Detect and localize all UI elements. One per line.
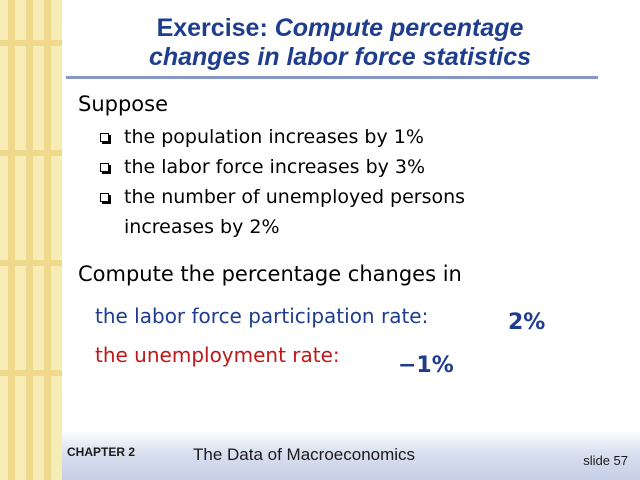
list-item (100, 152, 465, 182)
title-underline (66, 76, 598, 79)
lfpr-answer: 2% (508, 310, 546, 335)
list-item-text-continued: increases by 2% (124, 216, 280, 238)
stripe-line (0, 40, 62, 46)
stripe-line (44, 0, 51, 480)
list-item (100, 182, 465, 242)
list-item (100, 122, 465, 152)
unemployment-answer: −1% (398, 353, 454, 378)
list-item-text: the population increases by 1% (124, 126, 424, 148)
slide-number: slide 57 (583, 453, 628, 468)
checkbox-bullet-icon (100, 133, 109, 142)
title-italic: Compute percentage (274, 14, 524, 42)
list-item-text: the number of unemployed persons (124, 186, 466, 208)
title-prefix: Exercise: (156, 14, 268, 42)
suppose-label: Suppose (78, 92, 169, 116)
compute-label: Compute the percentage changes in (78, 262, 462, 286)
stripe-line (0, 370, 62, 376)
stripe-line (0, 260, 62, 266)
stripe-line (0, 150, 62, 156)
assumption-list (100, 122, 465, 242)
checkbox-bullet-icon (100, 163, 109, 172)
slide-title (70, 14, 610, 72)
unemployment-label: the unemployment rate: (95, 343, 340, 367)
decorative-side-stripe (0, 0, 62, 480)
stripe-line (26, 0, 33, 480)
checkbox-bullet-icon (100, 193, 109, 202)
stripe-line (8, 0, 15, 480)
list-item-text: the labor force increases by 3% (124, 156, 426, 178)
book-title: The Data of Macroeconomics (193, 445, 416, 464)
chapter-label: CHAPTER 2 (67, 445, 136, 459)
lfpr-label: the labor force participation rate: (95, 304, 429, 328)
title-line-2: changes in labor force statistics (148, 43, 532, 71)
